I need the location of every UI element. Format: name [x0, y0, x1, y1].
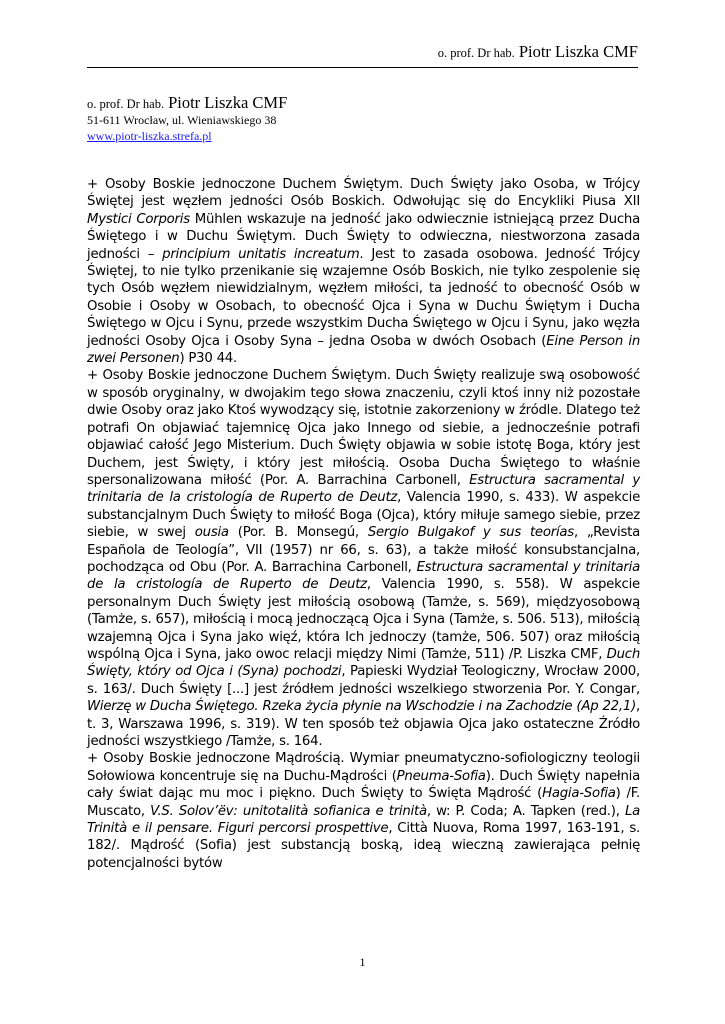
running-header	[438, 42, 638, 62]
page-number: 1	[359, 955, 366, 969]
paragraph	[87, 367, 640, 750]
italic-text-run: Eine Person in zwei Personen	[87, 333, 641, 367]
italic-text-run: ousia	[194, 525, 229, 541]
text-run: ) P30 44.	[179, 351, 237, 367]
italic-text-run: Sergio Bulgakof y sus teorías	[367, 525, 574, 541]
text-run: , Valencia 1990, s. 433). W aspekcie substancjalnym Duch Święty to miłość Boga (Ojca), który miłuje samego siebie, przez siebie, w swej	[87, 490, 641, 541]
italic-text-run: Wierzę w Ducha Świętego. Rzeka życia płynie na Wschodzie i na Zachodzie (Ap 22,1)	[87, 699, 637, 715]
text-run: (Por. B. Monsegú,	[228, 525, 368, 541]
italic-text-run: principium unitatis increatum	[162, 246, 360, 262]
header-divider	[87, 67, 638, 68]
address-title-prefix: o. prof. Dr hab.	[87, 97, 165, 111]
italic-text-run: Estructura sacramental y trinitaria de la cristología de Ruperto de Deutz	[87, 472, 640, 506]
italic-text-run: Hagia-Sofia	[542, 786, 616, 802]
address-name-line	[87, 95, 287, 112]
author-address-block	[87, 95, 287, 144]
header-author-name: Piotr Liszka CMF	[518, 42, 638, 61]
text-run: + Osoby Boskie jednoczone Duchem Świętym. Duch Święty jako Osoba, w Trójcy Świętej jest węzłem jedności Osób Boskich. Odwołując się do Encykliki Piusa XII	[87, 177, 640, 210]
text-run: , „Revista Española de Teología”, VII (1957) nr 66, s. 63), a także miłość konsubstancjalna, pochodząca od Obu (Por. A. Barrachina Carbonell,	[87, 525, 640, 575]
italic-text-run: Pneuma-Sofia	[396, 768, 486, 784]
website-link[interactable]: www.piotr-liszka.strefa.pl	[87, 129, 212, 143]
text-run: ) /F. Muscato,	[87, 786, 640, 819]
text-run: Mühlen wskazuje na jedność jako odwiecznie istniejącą przez Ducha Świętego i w Duchu Świętym. Duch Święty to odwieczna, niestworzona zasada jedności –	[87, 211, 640, 262]
paragraph	[87, 176, 640, 367]
italic-text-run: Duch Święty, który od Ojca i (Syna) pochodzi	[87, 646, 640, 680]
text-run: , Città Nuova, Roma 1997, 163-191, s. 182/. Mądrość (Sofia) jest substancją boską, ideą wieczną zawierająca pełnię potencjalności bytów	[87, 821, 641, 871]
italic-text-run: La Trinità e il pensare. Figuri percorsi prospettive	[87, 803, 640, 837]
header-title-prefix: o. prof. Dr hab.	[437, 46, 515, 60]
text-run: . Jest to zasada osobowa. Jedność Trójcy Świętej, to nie tylko przenikanie się wzajemne Osób Boskich, nie tylko zespolenie się tych Osób węzłem niewidzialnym, węzłem miłości, ta jedność to obecność Osób w Osobie i Osoby w Osobach, to obecność Ojca i Syna w Duchu Świętym i Ducha Świętego w Ojcu i Synu, przede wszystkim Ducha Świętego w Ojcu i Synu, jako węzła jedności Osoby Ojca i Osoby Syna – jedna Osoba w dwóch Osobach (	[87, 246, 640, 349]
italic-text-run: Mystici Corporis	[87, 211, 190, 227]
paragraph	[87, 750, 640, 872]
text-run: , w: P. Coda; A. Tapken (red.),	[426, 803, 625, 819]
text-run: , t. 3, Warszawa 1996, s. 319). W ten sposób też objawia Ojca jako ostateczne Źródło jedności wszystkiego /Tamże, s. 164.	[87, 699, 640, 749]
address-street: 51-611 Wrocław, ul. Wieniawskiego 38	[87, 113, 277, 127]
body-text	[87, 176, 640, 872]
text-run: ). Duch Święty napełnia cały świat dając mu moc i piękno. Duch Święty to Święta Mądrość (	[87, 768, 640, 802]
text-run: + Osoby Boskie jednoczone Mądrością. Wymiar pneumatyczno-sofiologiczny teologii Sołowiowa koncentruje się na Duchu-Mądrości (	[87, 751, 640, 784]
italic-text-run: Estructura sacramental y trinitaria de la cristología de Ruperto de Deutz	[87, 559, 640, 593]
italic-text-run: V.S. Solov’ëv: unitotalità sofianica e trinità	[150, 803, 427, 819]
address-author-name: Piotr Liszka CMF	[168, 93, 288, 112]
text-run: , Papieski Wydział Teologiczny, Wrocław 2000, s. 163/. Duch Święty [...] jest źródłem jedności wszelkiego stworzenia Por. Y. Congar,	[87, 664, 640, 697]
text-run: + Osoby Boskie jednoczone Duchem Świętym. Duch Święty realizuje swą osobowość w sposób oryginalny, w dwojakim tego słowa znaczeniu, czyli ktoś inny niż pozostałe dwie Osoby oraz jako Ktoś wywodzący się, istotnie zakorzeniony w źródle. Dlatego też potrafi On objawiać tajemnicę Ojca jako Innego od siebie, a jednocześnie potrafi objawiać całość Jego Misterium. Duch Święty objawia w sobie istotę Boga, który jest Duchem, jest Święty, i który jest miłością. Osoba Ducha Świętego to właśnie spersonalizowana miłość (Por. A. Barrachina Carbonell,	[87, 368, 640, 488]
text-run: , Valencia 1990, s. 558). W aspekcie personalnym Duch Święty jest miłością osobową (Tamże, s. 569), międzyosobową (Tamże, s. 657), miłością i mocą jednoczącą Ojca i Syna (Tamże, s. 506. 513), miłością wzajemną Ojca i Syna jako więź, która Ich jednoczy (tamże, 506. 507) oraz miłością wspólną Ojca i Syna, jako owoc relacji między Nimi (Tamże, 511) /P. Liszka CMF,	[87, 577, 640, 662]
